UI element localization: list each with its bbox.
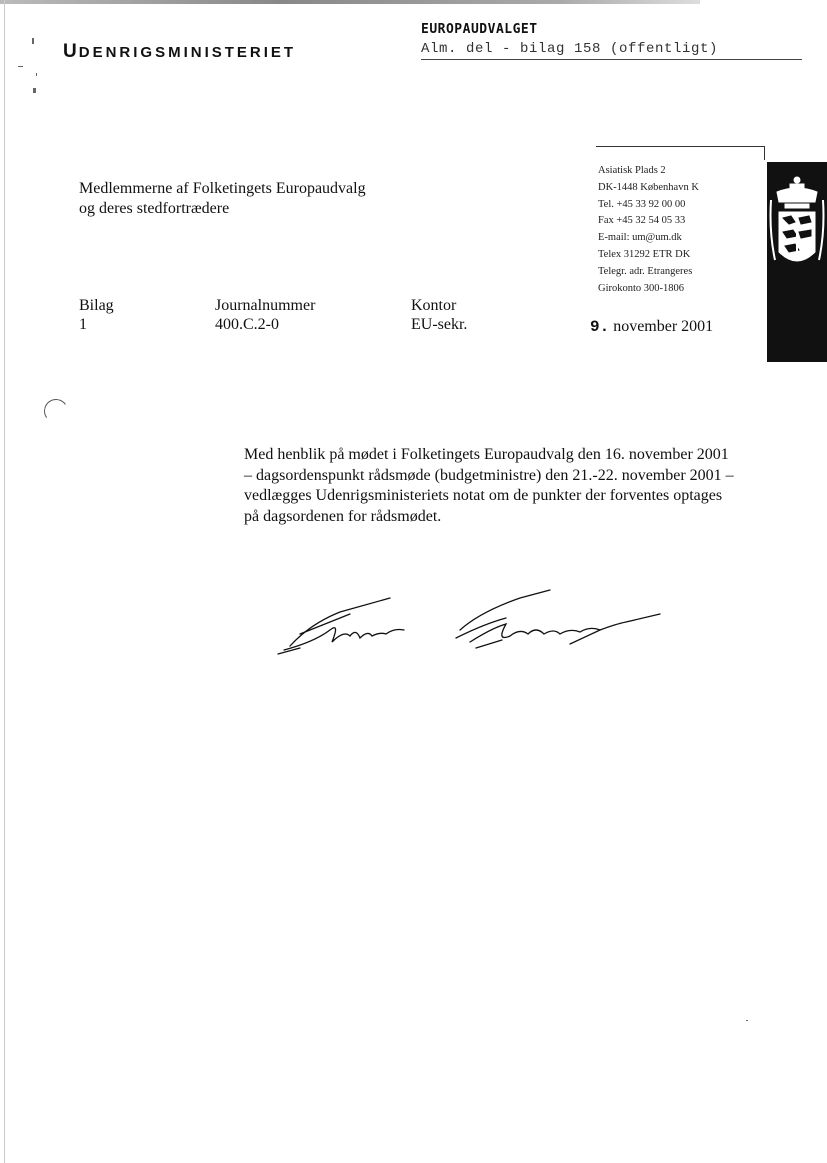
recipient-line-2: og deres stedfortrædere bbox=[79, 200, 230, 217]
scan-top-edge bbox=[0, 0, 700, 4]
address-city: DK-1448 København K bbox=[598, 181, 699, 193]
date-day: 9. bbox=[590, 318, 610, 336]
address-phone: Tel. +45 33 92 00 00 bbox=[598, 198, 686, 210]
bilag-value: 1 bbox=[79, 316, 87, 333]
address-email: E-mail: um@um.dk bbox=[598, 232, 682, 244]
royal-crest-icon bbox=[769, 172, 825, 282]
address-street: Asiatisk Plads 2 bbox=[598, 165, 666, 176]
journal-label: Journalnummer bbox=[215, 297, 316, 314]
body-line-4: på dagsordenen for rådsmødet. bbox=[244, 507, 442, 525]
recipient-line-1: Medlemmerne af Folketingets Europaudvalg bbox=[79, 180, 366, 197]
stamp-underline bbox=[421, 59, 802, 60]
kontor-label: Kontor bbox=[411, 297, 457, 314]
letter-date bbox=[590, 318, 713, 336]
signature bbox=[270, 584, 670, 664]
ministry-name: UDENRIGSMINISTERIET bbox=[63, 41, 297, 62]
letter-body bbox=[244, 445, 774, 527]
address-telex: Telex 31292 ETR DK bbox=[598, 248, 691, 260]
scan-mark bbox=[42, 397, 70, 425]
address-telegram: Telegr. adr. Etrangeres bbox=[598, 265, 693, 277]
date-month-year: november 2001 bbox=[613, 318, 714, 335]
address-rule-corner bbox=[764, 146, 765, 160]
body-line-3: vedlægges Udenrigsministeriets notat om de punkter der forventes optages bbox=[244, 487, 723, 504]
body-line-2: – dagsordenspunkt rådsmøde (budgetministre) den 21.-22. november 2001 – bbox=[244, 466, 734, 484]
scan-left-edge bbox=[4, 0, 5, 1163]
address-fax: Fax +45 32 54 05 33 bbox=[598, 215, 686, 227]
bilag-label: Bilag bbox=[79, 297, 114, 314]
recipient-block bbox=[79, 179, 366, 219]
kontor-value: EU-sekr. bbox=[411, 316, 468, 333]
journal-value: 400.C.2-0 bbox=[215, 316, 279, 333]
sender-address bbox=[598, 163, 699, 297]
stamp-committee: EUROPAUDVALGET bbox=[421, 22, 538, 37]
address-giro: Girokonto 300-1806 bbox=[598, 282, 685, 294]
address-rule bbox=[596, 146, 764, 147]
body-line-1: Med henblik på mødet i Folketingets Europaudvalg den 16. november 2001 bbox=[244, 446, 729, 463]
stamp-reference: Alm. del - bilag 158 (offentligt) bbox=[421, 41, 719, 57]
